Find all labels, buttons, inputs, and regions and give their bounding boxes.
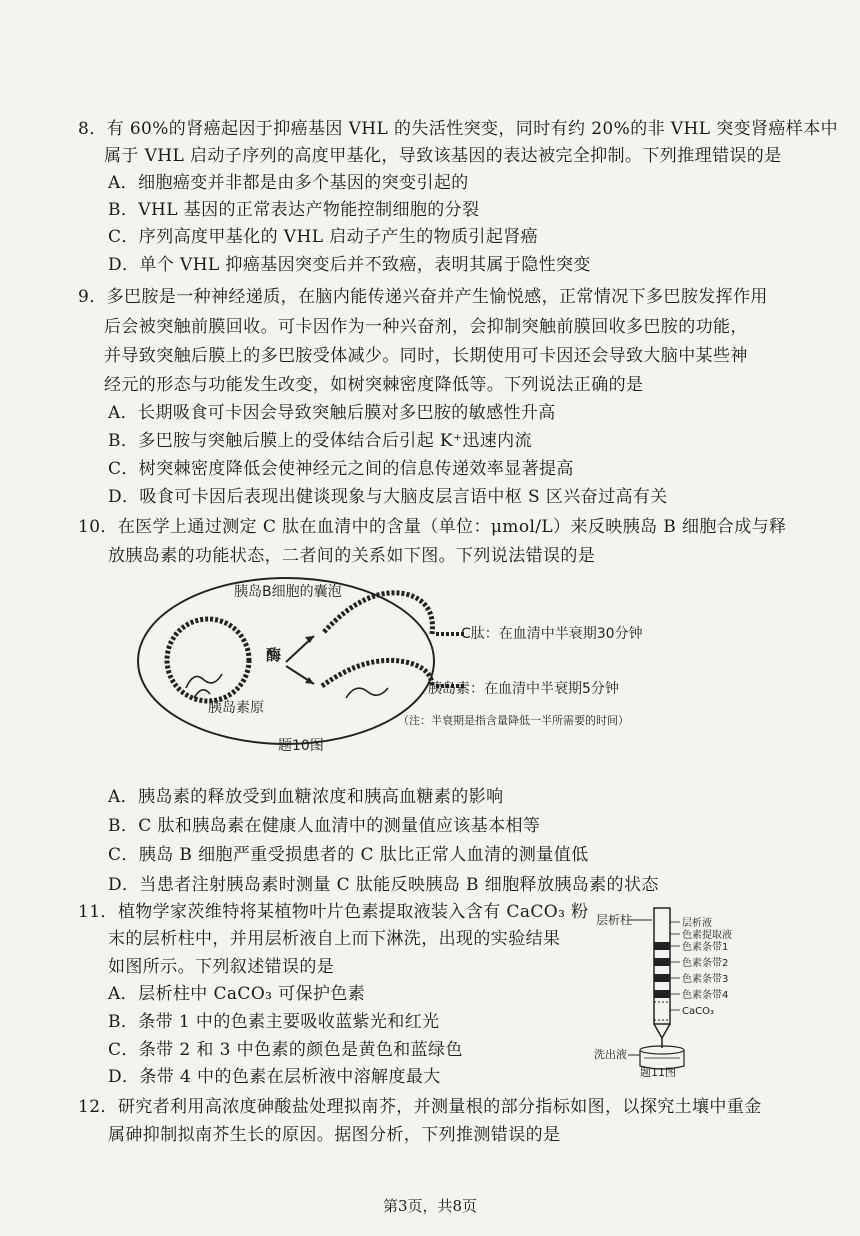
- q10-stem-line-2: 放胰岛素的功能状态，二者间的关系如下图。下列说法错误的是: [108, 546, 596, 566]
- figure-10-insulin-diagram: [136, 576, 696, 752]
- q9-option-d: D．吸食可卡因后表现出健谈现象与大脑皮层言语中枢 S 区兴奋过高有关: [108, 487, 668, 507]
- insulin-chains-icon: [322, 660, 432, 698]
- q9-option-c: C．树突棘密度降低会使神经元之间的信息传递效率显著提高: [108, 459, 574, 479]
- fig11-label-7: CaCO₃: [682, 1006, 714, 1017]
- proinsulin-label: 胰岛素原: [208, 700, 264, 716]
- q12-stem-line-1: 12．研究者利用高浓度砷酸盐处理拟南芥，并测量根的部分指标如图，以探究土壤中重金: [78, 1097, 762, 1117]
- q8-stem-line-2: 属于 VHL 启动子序列的高度甲基化，导致该基因的表达被完全抑制。下列推理错误的是: [104, 146, 782, 166]
- q8-stem-line-1: 8．有 60%的肾癌起因于抑癌基因 VHL 的失活性突变，同时有约 20%的非 VHL 突变肾癌样本中: [78, 119, 838, 139]
- q10-option-c: C．胰岛 B 细胞严重受损患者的 C 肽比正常人血清的测量值低: [108, 845, 589, 865]
- proinsulin-ring-icon: [167, 619, 249, 701]
- half-life-note: （注：半衰期是指含量降低一半所需要的时间）: [398, 714, 629, 727]
- q8-option-b: B．VHL 基因的正常表达产物能控制细胞的分裂: [108, 200, 480, 220]
- q10-option-b: B．C 肽和胰岛素在健康人血清中的测量值应该基本相等: [108, 816, 541, 836]
- fig11-label-6: 色素条带4: [682, 990, 729, 1001]
- q10-stem-line-1: 10．在医学上通过测定 C 肽在血清中的含量（单位：μmol/L）来反映胰岛 B 细胞合成与释: [78, 517, 787, 537]
- q8-option-d: D．单个 VHL 抑癌基因突变后并不致癌，表明其属于隐性突变: [108, 255, 591, 275]
- fig11-label-4: 色素条带2: [682, 958, 729, 969]
- figure-11-caption: 题11图: [640, 1066, 676, 1078]
- q11-stem-line-3: 如图所示。下列叙述错误的是: [108, 957, 335, 977]
- column-label: 层析柱: [596, 913, 633, 927]
- eluate-label: 洗出液: [594, 1048, 627, 1061]
- vesicle-label: 胰岛B细胞的囊泡: [234, 584, 342, 600]
- q11-stem-line-2: 末的层析柱中，并用层析液自上而下淋洗，出现的实验结果: [108, 929, 561, 949]
- figure-11-chromatography-column: [592, 898, 762, 1078]
- fig11-label-1: 层析液: [682, 918, 712, 929]
- q9-option-b: B．多巴胺与突触后膜上的受体结合后引起 K⁺迅速内流: [108, 431, 532, 451]
- fig11-label-5: 色素条带3: [682, 974, 729, 985]
- q11-option-c: C．条带 2 和 3 中色素的颜色是黄色和蓝绿色: [108, 1040, 463, 1060]
- q9-option-a: A．长期吸食可卡因会导致突触后膜对多巴胺的敏感性升高: [108, 403, 556, 423]
- insulin-label: 胰岛素：在血清中半衰期5分钟: [428, 681, 619, 697]
- q10-option-a: A．胰岛素的释放受到血糖浓度和胰高血糖素的影响: [108, 787, 504, 807]
- q12-stem-line-2: 属砷抑制拟南芥生长的原因。据图分析，下列推测错误的是: [108, 1125, 561, 1145]
- fig11-label-2: 色素提取液: [682, 930, 732, 941]
- q9-stem-line-4: 经元的形态与功能发生改变，如树突棘密度降低等。下列说法正确的是: [104, 375, 644, 395]
- q9-stem-line-2: 后会被突触前膜回收。可卡因作为一种兴奋剂，会抑制突触前膜回收多巴胺的功能，: [104, 317, 748, 337]
- arrows-icon: [286, 636, 314, 684]
- q11-option-b: B．条带 1 中的色素主要吸收蓝紫光和红光: [108, 1012, 440, 1032]
- q9-stem-line-3: 并导致突触后膜上的多巴胺受体减少。同时，长期使用可卡因还会导致大脑中某些神: [104, 346, 748, 366]
- enzyme-label: 酶: [266, 646, 282, 664]
- q11-option-a: A．层析柱中 CaCO₃ 可保护色素: [108, 984, 366, 1004]
- c-peptide-label: C肽：在血清中半衰期30分钟: [461, 626, 643, 642]
- q11-option-d: D．条带 4 中的色素在层析液中溶解度最大: [108, 1067, 441, 1087]
- page-footer: 第3页，共8页: [382, 1197, 478, 1215]
- figure-10-caption: 题10图: [278, 738, 324, 752]
- q10-option-d: D．当患者注射胰岛素时测量 C 肽能反映胰岛 B 细胞释放胰岛素的状态: [108, 875, 659, 895]
- q8-option-a: A．细胞癌变并非都是由多个基因的突变引起的: [108, 173, 469, 193]
- q8-option-c: C．序列高度甲基化的 VHL 启动子产生的物质引起肾癌: [108, 227, 539, 247]
- q9-stem-line-1: 9．多巴胺是一种神经递质，在脑内能传递兴奋并产生愉悦感，正常情况下多巴胺发挥作用: [78, 287, 768, 307]
- column-icon: [654, 908, 670, 1048]
- q11-stem-line-1: 11．植物学家茨维特将某植物叶片色素提取液装入含有 CaCO₃ 粉: [78, 902, 589, 922]
- fig11-label-3: 色素条带1: [682, 942, 729, 953]
